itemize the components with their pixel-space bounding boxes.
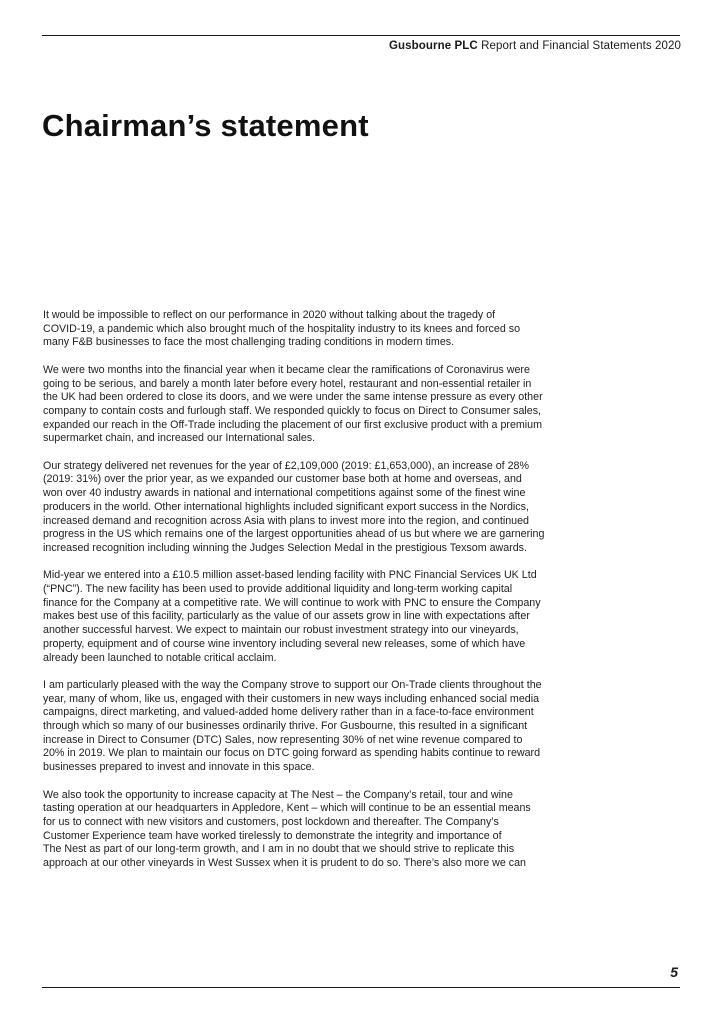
paragraph xyxy=(43,679,681,775)
text-line: company to contain costs and furlough staff. We responded quickly to focus on Direct to Consumer sales, xyxy=(43,404,542,417)
text-line: We also took the opportunity to increase capacity at The Nest – the Company’s retail, tour and wine xyxy=(43,788,513,801)
text-line: (2019: 31%) over the prior year, as we expanded our customer base both at home and overseas, and xyxy=(43,473,522,486)
text-line: makes best use of this facility, particularly as the value of our assets grow in line with expectations after xyxy=(43,610,530,623)
text-line: campaigns, direct marketing, and valued-added home delivery rather than in a face-to-face environment xyxy=(43,706,534,719)
text-line: COVID-19, a pandemic which also brought much of the hospitality industry to its knees and forced so xyxy=(43,322,521,335)
text-line: going to be serious, and barely a month later before every hotel, restaurant and non-essential retailer in xyxy=(43,377,532,390)
text-line: expanded our reach in the Off-Trade including the placement of our first exclusive product with a premium xyxy=(43,418,543,431)
text-line: won over 40 industry awards in national and international competitions against some of the finest wine xyxy=(43,487,526,500)
text-line: producers in the world. Other international highlights included significant export success in the Nordics, xyxy=(43,500,529,513)
text-line: (“PNC”). The new facility has been used to provide additional liquidity and long-term working capital xyxy=(43,583,513,596)
text-line: progress in the US which remains one of the largest opportunities ahead of us but where we are garnering xyxy=(43,528,545,541)
paragraph xyxy=(43,364,681,446)
header-rule xyxy=(42,35,680,36)
text-line: tasting operation at our headquarters in Appledore, Kent – which will continue to be an essential means xyxy=(43,802,531,815)
statement-body xyxy=(43,309,681,871)
text-line: increased recognition including winning the Judges Selection Medal in the prestigious Texsom awards. xyxy=(43,541,527,554)
text-line: through which so many of our businesses ordinarily thrive. For Gusbourne, this resulted in a significant xyxy=(43,720,528,733)
text-line: increase in Direct to Consumer (DTC) Sales, now representing 30% of net wine revenue compared to xyxy=(43,733,523,746)
text-line: property, equipment and of course wine inventory including several new releases, some of which have xyxy=(43,637,526,650)
text-line: many F&B businesses to face the most challenging trading conditions in modern times. xyxy=(43,336,455,349)
running-header xyxy=(389,40,681,52)
text-line: I am particularly pleased with the way the Company strove to support our On-Trade clients throughout the xyxy=(43,678,542,691)
text-line: increased demand and recognition across Asia with plans to invest more into the region, and continued xyxy=(43,514,529,527)
text-line: the UK had been ordered to close its doors, and we were under the same intense pressure as every other xyxy=(43,391,543,404)
text-line: Our strategy delivered net revenues for the year of £2,109,000 (2019: £1,653,000), an increase of 28% xyxy=(43,459,529,472)
text-line: year, many of whom, like us, engaged with their customers in new ways including enhanced social media xyxy=(43,692,540,705)
text-line: It would be impossible to reflect on our performance in 2020 without talking about the tragedy of xyxy=(43,309,496,321)
page-number: 5 xyxy=(670,964,678,980)
paragraph xyxy=(43,789,681,871)
paragraph xyxy=(43,460,681,556)
paragraph xyxy=(43,309,681,350)
text-line: businesses prepared to invest and innovate in this space. xyxy=(43,761,315,774)
text-line: Customer Experience team have worked tirelessly to demonstrate the integrity and importance of xyxy=(43,829,502,842)
page-title: Chairman’s statement xyxy=(42,108,369,143)
text-line: finance for the Company at a competitive rate. We will continue to work with PNC to ensure the Company xyxy=(43,596,541,609)
text-line: for us to connect with new visitors and customers, post lockdown and thereafter. The Company’s xyxy=(43,815,499,828)
text-line: 20% in 2019. We plan to maintain our focus on DTC going forward as spending habits continue to reward xyxy=(43,747,541,760)
text-line: approach at our other vineyards in West Sussex when it is prudent to do so. There’s also more we can xyxy=(43,857,526,870)
text-line: The Nest as part of our long-term growth, and I am in no doubt that we should strive to replicate this xyxy=(43,843,515,856)
text-line: Mid-year we entered into a £10.5 million asset-based lending facility with PNC Financial Services UK Ltd xyxy=(43,569,537,582)
footer-rule xyxy=(42,987,680,988)
text-line: We were two months into the financial year when it became clear the ramifications of Coronavirus were xyxy=(43,363,530,376)
company-name: Gusbourne PLC xyxy=(389,40,478,52)
paragraph xyxy=(43,569,681,665)
text-line: supermarket chain, and increased our International sales. xyxy=(43,432,316,445)
text-line: another successful harvest. We expect to maintain our robust investment strategy into our vineyards, xyxy=(43,624,519,637)
report-name: Report and Financial Statements 2020 xyxy=(481,40,681,52)
text-line: already been launched to notable critical acclaim. xyxy=(43,651,277,664)
